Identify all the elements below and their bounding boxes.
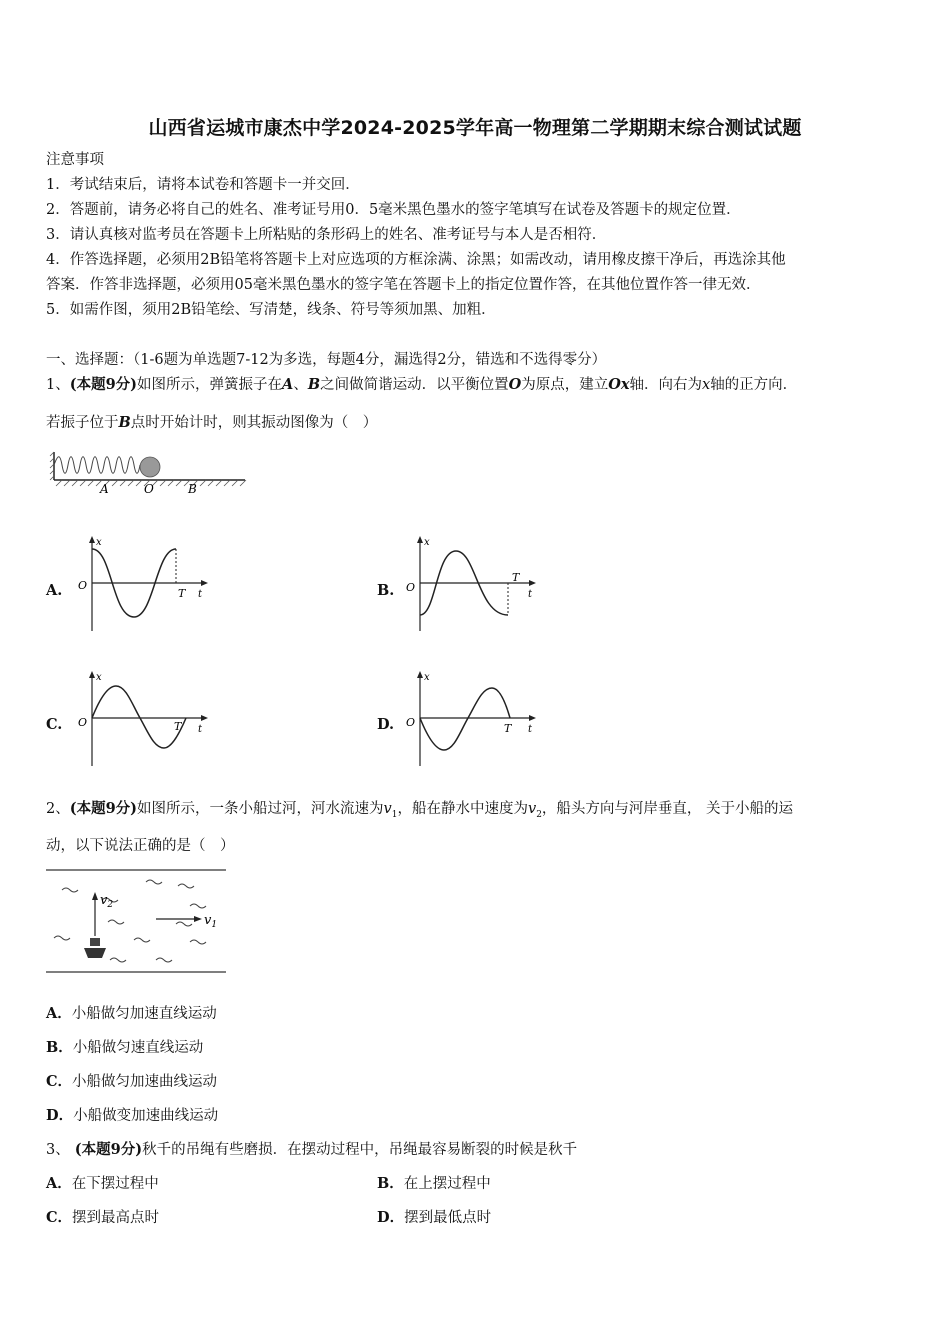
option-label: D． [46,1107,74,1124]
notice-item-1: 1．考试结束后，请将本试卷和答题卡一并交回． [46,177,360,193]
option-label: C． [46,1073,73,1090]
q1-text: 若振子位于 [46,415,119,431]
q3-option-d[interactable] [377,1208,491,1228]
option-text: 摆到最低点时 [404,1210,492,1226]
q2-option-d[interactable] [46,1106,218,1126]
q1-option-b-label[interactable]: B. [377,582,395,599]
notice-item-4: 4．作答选择题，必须用2B铅笔将答题卡上对应选项的方框涂满、涂黑；如需改动，请用橡皮擦干净后，再选涂其他 [46,252,786,268]
axis-origin-label: O [406,716,416,729]
axis-t-label: t [528,724,533,735]
option-label: C． [46,1209,73,1226]
spring-oscillator-figure [50,450,250,500]
axis-period-label: T [512,571,520,584]
q1-number: 1、 [46,377,70,393]
axis-x-label: x [424,672,430,683]
notice-item-2: 2．答题前，请务必将自己的姓名、准考证号用0．5毫米黑色墨水的签字笔填写在试卷及答题卡的规定位置． [46,202,741,218]
q1-text: 轴的正方向． [710,377,798,393]
notice-heading: 注意事项 [46,152,104,168]
boat-icon [84,938,106,958]
page-title: 山西省运城市康杰中学2024-2025学年高一物理第二学期期末综合测试试题 [148,117,802,139]
axis-origin-label: O [406,581,416,594]
q3-option-c[interactable] [46,1208,159,1228]
q1-var-o: O [508,376,522,393]
option-text: 小船做匀加速直线运动 [71,1006,217,1022]
q3-text: 秋千的吊绳有些磨损．在摆动过程中，吊绳最容易断裂的时候是秋千 [142,1142,578,1158]
q1-text: 点时开始计时，则其振动图像为（ ） [130,415,378,431]
axis-period-label: T [174,720,182,733]
q1-option-a-label[interactable]: A. [46,582,63,599]
q2-var-v2: v [527,801,537,817]
q3-option-a[interactable] [46,1174,159,1194]
q3-number: 3、 [46,1142,70,1158]
option-label: B． [377,1175,404,1192]
q2-text: ，船头方向与河岸垂直， 关于小船的运 [541,801,794,817]
option-label: B． [46,1039,73,1056]
q3-option-b[interactable] [377,1174,491,1194]
q2-var-v2-sub: 2 [536,809,542,820]
axis-period-label: T [178,587,186,600]
q1-var-a: A [282,376,294,393]
axis-origin-label: O [78,579,88,592]
axis-x-label: x [424,537,430,548]
q2-score: (本题9分) [69,800,138,817]
q1-option-d-label[interactable]: D. [377,716,395,733]
option-label: A． [46,1005,72,1022]
q1-option-a-graph[interactable] [78,535,218,635]
q3-score: (本题9分) [69,1141,143,1158]
q1-text: 如图所示，弹簧振子在 [137,377,283,393]
fig-label-o: O [144,482,154,496]
q1-var-b: B [307,376,321,393]
spring-coil [54,457,140,474]
q2-text: 如图所示，一条小船过河，河水流速为 [137,801,384,817]
q1-score: (本题9分) [69,376,138,393]
fig-label-v2: $v_2$ [100,893,114,910]
q2-var-v1-sub: 1 [391,809,398,820]
q1-option-c-graph[interactable] [78,670,218,770]
q1-var-x: x [702,377,711,393]
q2-var-v1: v [383,801,392,817]
axis-x-label: x [96,672,102,683]
option-text: 摆到最高点时 [72,1210,160,1226]
q1-text: 之间做简谐运动．以平衡位置 [320,377,509,393]
q1-var-b: B [118,414,131,431]
q1-stem-line2 [46,413,377,433]
fig-label-b: B [188,482,197,496]
q2-option-a[interactable] [46,1004,217,1024]
q1-var-ox: Ox [608,376,630,393]
q3-stem [46,1140,577,1160]
option-text: 在上摆过程中 [403,1176,491,1192]
q1-text: 轴．向右为 [629,377,702,393]
section-heading: 一、选择题：（1-6题为单选题7-12为多选，每题4分，漏选得2分，错选和不选得零分） [46,352,607,368]
q2-stem-line2: 动，以下说法正确的是（ ） [46,838,235,854]
axis-t-label: t [198,589,203,600]
q2-option-b[interactable] [46,1038,203,1058]
oscillator-ball [140,457,160,477]
q1-option-d-graph[interactable] [406,670,546,770]
axis-x-label: x [96,537,102,548]
river-boat-figure [44,866,229,978]
axis-t-label: t [198,724,203,735]
option-text: 小船做变加速曲线运动 [73,1108,219,1124]
q1-stem-line1 [46,375,797,395]
option-label: D． [377,1209,405,1226]
q2-text: ，船在静水中速度为 [397,801,528,817]
option-label: A． [46,1175,72,1192]
q2-option-c[interactable] [46,1072,217,1092]
axis-t-label: t [528,589,533,600]
fig-label-v1: $v_1$ [204,913,218,930]
notice-item-5: 5．如需作图，须用2B铅笔绘、写清楚，线条、符号等须加黑、加粗． [46,302,496,318]
fig-label-a: A [100,482,109,496]
notice-item-4-cont: 答案．作答非选择题，必须用05毫米黑色墨水的签字笔在答题卡上的指定位置作答，在其他位置作答一律无效． [46,277,761,293]
option-text: 在下摆过程中 [71,1176,159,1192]
notice-item-3: 3．请认真核对监考员在答题卡上所粘贴的条形码上的姓名、准考证号与本人是否相符． [46,227,607,243]
q2-number: 2、 [46,801,70,817]
q1-option-b-graph[interactable] [406,535,546,635]
axis-period-label: T [504,722,512,735]
q1-text: 为原点，建立 [521,377,609,393]
q2-stem-line1 [46,799,793,825]
option-text: 小船做匀加速曲线运动 [72,1074,218,1090]
axis-origin-label: O [78,716,88,729]
q1-sep: 、 [293,377,308,393]
q1-option-c-label[interactable]: C. [46,716,63,733]
option-text: 小船做匀速直线运动 [72,1040,204,1056]
